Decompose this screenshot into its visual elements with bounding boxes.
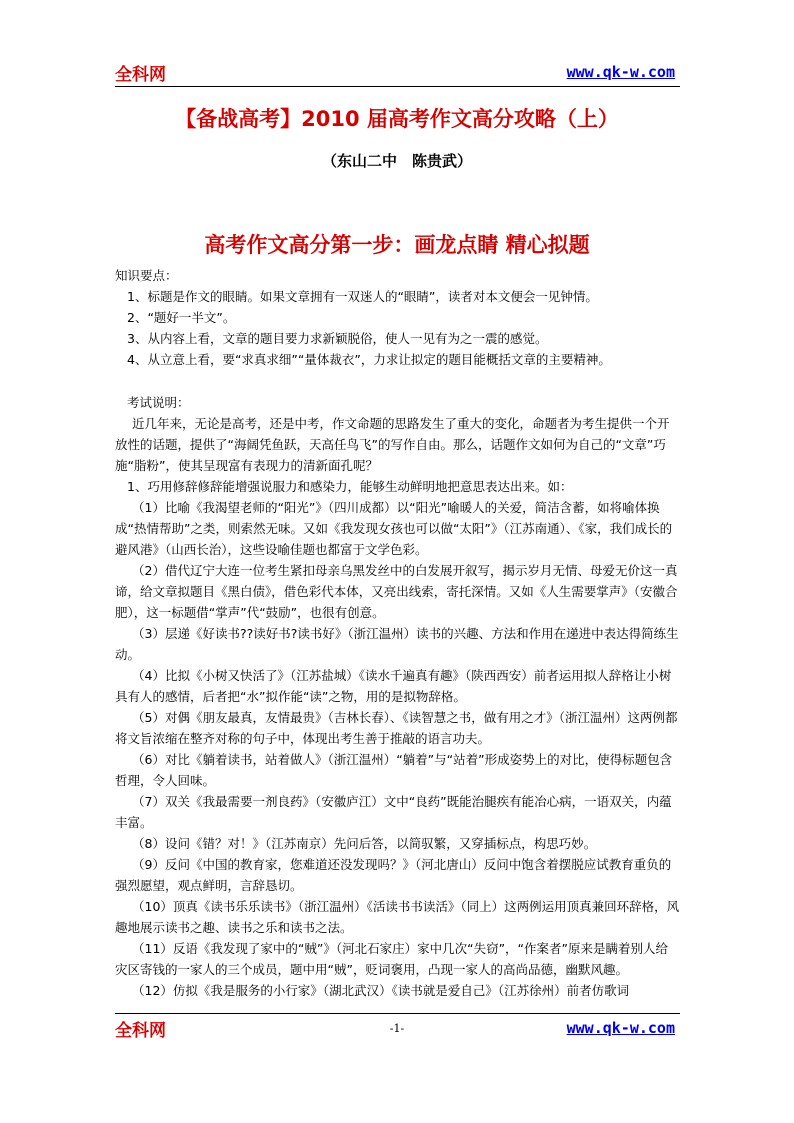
example-paragraph: （7）双关《我最需要一剂良药》（安徽庐江）文中“良药”既能治腿疾有能冶心病，一语双关，内蕴丰富。 <box>115 794 672 830</box>
example-paragraph: （10）顶真《读书乐乐读书》（浙江温州）《活读书书读活》（同上）这两例运用顶真兼回环辞格，风趣地展示读书之趣、读书之乐和读书之法。 <box>115 899 680 935</box>
example-paragraph: （4）比拟《小树又快活了》（江苏盐城）《读水千遍真有趣》（陕西西安）前者运用拟人辞格让小树具有人的感情，后者把“水”拟作能“读”之物，用的是拟物辞格。 <box>115 668 672 704</box>
page-number: -1- <box>389 1022 405 1035</box>
knowledge-item: 4、从立意上看，要“求真求细”“量体裁衣”，力求让拟定的题目能概括文章的主要精神。 <box>127 352 611 367</box>
document-title: 【备战高考】2010 届高考作文高分攻略（上） <box>175 107 619 131</box>
example-paragraph: （3）层递《好读书??读好书?读书好》（浙江温州）读书的兴趣、方法和作用在递进中表达得简练生动。 <box>115 626 679 662</box>
knowledge-item: 2、“题好一半文”。 <box>127 310 236 325</box>
exam-label: 考试说明： <box>127 395 190 410</box>
example-paragraph: （6）对比《躺着读书，站着做人》（浙江温州）“躺着”与“站着”形成姿势上的对比，使得标题包含哲理，令人回味。 <box>115 752 673 788</box>
example-paragraph: （2）借代辽宁大连一位考生紧扣母亲乌黑发丝中的白发展开叙写，揭示岁月无情、母爱无价这一真谛，给文章拟题目《黑白债》，借色彩代本体，又亮出线索，寄托深情。又如《人生需要掌声》（安徽合肥），这一标题借“掌声”代“鼓励”，也很有创意。 <box>115 563 678 620</box>
example-paragraph: （12）仿拟《我是服务的小行家》（湖北武汉）《读书就是爱自己》（江苏徐州）前者仿歌词 <box>132 983 630 998</box>
example-paragraph: （5）对偶《朋友最真，友情最贵》（吉林长春）、《读智慧之书，做有用之才》（浙江温州）这两例都将文旨浓缩在整齐对称的句子中，体现出考生善于推敲的语言功夫。 <box>115 710 678 746</box>
spacer <box>115 370 680 392</box>
header-brand: 全科网 <box>115 65 166 85</box>
knowledge-label: 知识要点： <box>115 268 178 283</box>
exam-point-1: 1、巧用修辞修辞能增强说服力和感染力，能够生动鲜明地把意思表达出来。如： <box>127 479 573 494</box>
document-author: （东山二中 陈贵武） <box>321 152 472 170</box>
example-paragraph: （8）设问《错？对！》（江苏南京）先问后答，以简驭繁，又穿插标点，构思巧妙。 <box>132 836 597 851</box>
header-rule <box>115 86 680 87</box>
example-paragraph: （9）反问《中国的教育家，您难道还没发现吗？》（河北唐山）反问中饱含着摆脱应试教育重负的强烈愿望，观点鲜明，言辞恳切。 <box>115 857 672 893</box>
exam-intro: 近几年来，无论是高考，还是中考，作文命题的思路发生了重大的变化，命题者为考生提供一个开放性的话题，提供了“海阔凭鱼跃，天高任鸟飞”的写作自由。那么，话题作文如何为自己的“文章”巧施“脂粉”，使其呈现富有表现力的清新面孔呢？ <box>115 416 670 473</box>
footer-brand: 全科网 <box>115 1021 166 1041</box>
header-url-link[interactable]: www.qk-w.com <box>566 63 675 81</box>
footer-rule <box>115 1013 680 1014</box>
example-paragraph: （11）反语《我发现了家中的“贼”》（河北石家庄）家中几次“失窃”，“作案者”原来是瞒着别人给灾区寄钱的一家人的三个成员，题中用“贼”，贬词褒用，凸现一家人的高尚品德，幽默风趣。 <box>115 941 669 977</box>
section-heading: 高考作文高分第一步：画龙点睛 精心拟题 <box>204 232 590 257</box>
example-paragraph: （1）比喻《我渴望老师的“阳光”》（四川成都）以“阳光”喻暖人的关爱，简洁含蓄，如将喻体换成“热情帮助”之类，则索然无味。又如《我发现女孩也可以做“太阳”》（江苏南通）、《家，我们成长的避风港》（山西长治），这些设喻佳题也都富于文学色彩。 <box>115 500 673 557</box>
knowledge-item: 3、从内容上看，文章的题目要力求新颖脱俗，使人一见有为之一震的感觉。 <box>127 331 548 346</box>
document-body <box>115 265 680 1001</box>
footer-url-link[interactable]: www.qk-w.com <box>566 1019 675 1037</box>
knowledge-item: 1、标题是作文的眼睛。如果文章拥有一双迷人的“眼睛”，读者对本文便会一见钟情。 <box>127 289 598 304</box>
